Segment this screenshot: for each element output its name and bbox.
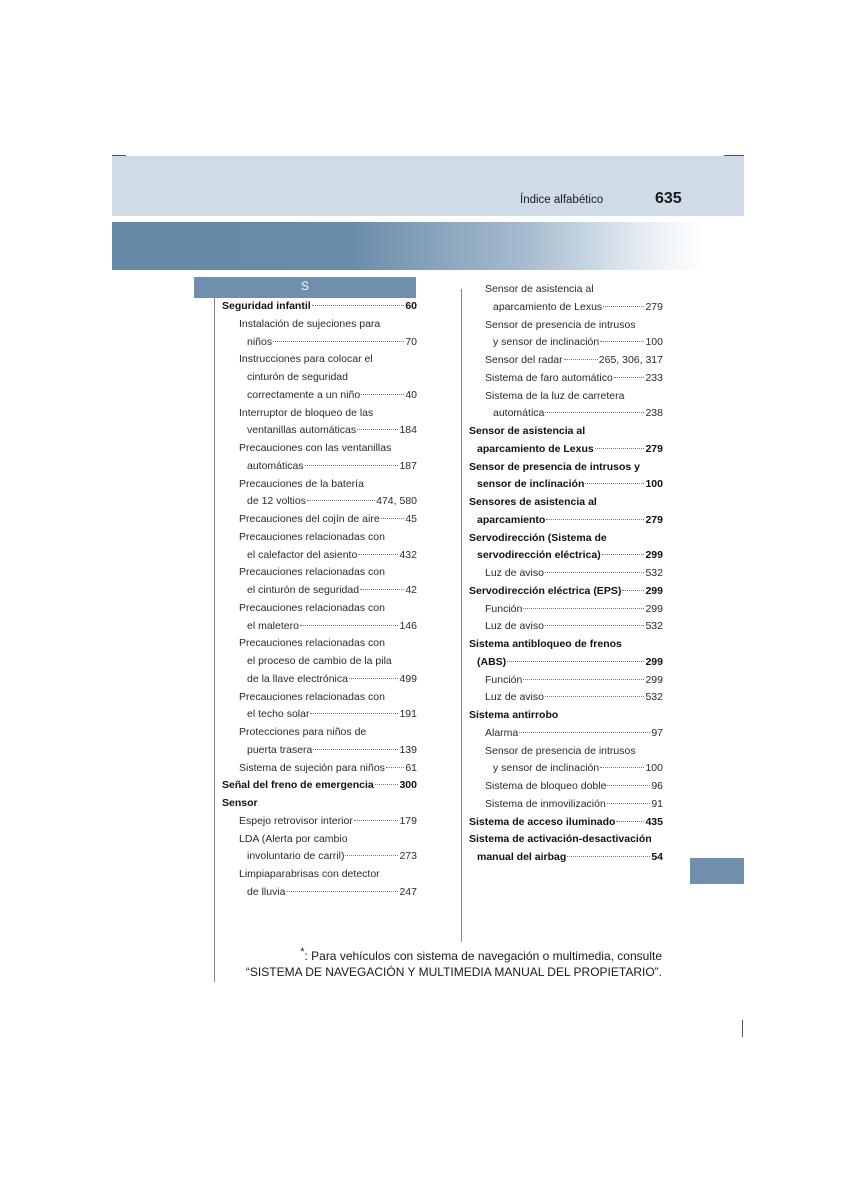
entry-page: 299: [645, 602, 663, 615]
index-entry: [247, 847, 417, 865]
entry-text: el cinturón de seguridad: [247, 584, 360, 596]
entry-text: el techo solar: [247, 708, 310, 721]
dot-leader: [381, 518, 405, 519]
index-entry: [247, 705, 417, 723]
entry-text: Precauciones relacionadas con: [239, 690, 385, 703]
gradient-band: [112, 222, 704, 270]
entry-page: 279: [645, 300, 663, 313]
dot-leader: [603, 306, 644, 307]
dot-leader: [523, 608, 644, 609]
dot-leader: [519, 732, 650, 733]
entry-text: el calefactor del asiento: [247, 548, 358, 561]
entry-text: Sensores de asistencia al: [469, 496, 597, 508]
index-entry: [239, 439, 391, 457]
entry-text: Sensor de presencia de intrusos: [485, 318, 636, 331]
entry-page: 499: [399, 672, 417, 685]
index-entry: [239, 759, 417, 777]
dot-leader: [349, 678, 398, 679]
dot-leader: [507, 661, 644, 662]
entry-text: Sistema de activación-desactivación: [469, 833, 652, 846]
index-entry: [477, 546, 663, 564]
entry-text: Luz de aviso: [485, 691, 544, 704]
entry-text: ventanillas automáticas: [247, 424, 357, 437]
entry-text: (ABS): [477, 655, 507, 668]
entry-text: involuntario de carril): [247, 850, 345, 863]
entry-text: aparcamiento de Lexus: [477, 442, 594, 455]
dot-leader: [585, 483, 644, 484]
index-entry: [485, 351, 663, 369]
dot-leader: [361, 394, 404, 395]
dot-leader: [313, 749, 398, 750]
index-entry: [477, 440, 663, 458]
index-entry: [222, 776, 417, 794]
index-entry: [469, 422, 585, 440]
entry-text: el maletero: [247, 619, 299, 632]
entry-text: Precauciones relacionadas con: [239, 637, 385, 650]
entry-text: Sensor de presencia de intrusos: [485, 744, 636, 757]
entry-text: niños: [247, 335, 273, 348]
index-entry: [469, 458, 640, 476]
index-entry: [239, 599, 385, 617]
entry-text: de lluvia: [247, 885, 286, 898]
entry-page: 299: [645, 673, 663, 686]
index-entry: [485, 777, 663, 795]
entry-text: automática: [493, 407, 545, 420]
dot-leader: [310, 713, 398, 714]
entry-page: 70: [405, 335, 417, 348]
dot-leader: [360, 589, 404, 590]
entry-page: 238: [645, 407, 663, 420]
index-entry: [247, 670, 417, 688]
entry-text: manual del airbag: [477, 851, 567, 863]
index-entry: [485, 671, 663, 689]
entry-text: de la llave electrónica: [247, 672, 348, 685]
index-entry: [239, 812, 417, 830]
dot-leader: [287, 891, 399, 892]
index-entry: [485, 617, 663, 635]
footnote-marker: *: [300, 946, 305, 958]
entry-text: Sensor de asistencia al: [485, 283, 594, 295]
dot-leader: [386, 767, 404, 768]
entry-text: Sistema de la luz de carretera: [485, 389, 625, 402]
index-entry: [247, 368, 348, 386]
dot-leader: [273, 341, 404, 342]
entry-page: 233: [645, 371, 663, 384]
dot-leader: [357, 429, 398, 430]
entry-text: Precauciones del cojín de aire: [239, 513, 380, 525]
dot-leader: [300, 625, 399, 626]
index-entry: [239, 510, 417, 528]
entry-page: 279: [645, 513, 663, 526]
entry-text: aparcamiento: [477, 513, 546, 526]
entry-text: Precauciones relacionadas con: [239, 601, 385, 614]
dot-leader: [600, 341, 644, 342]
entry-page: 432: [399, 548, 417, 561]
entry-text: Sensor del radar: [485, 354, 563, 366]
index-entry: [469, 635, 622, 653]
entry-page: 474, 580: [376, 495, 417, 508]
index-entry: [239, 315, 380, 333]
entry-text: Sistema de acceso iluminado: [469, 815, 616, 828]
index-entry: [493, 333, 663, 351]
entry-page: 273: [399, 850, 417, 863]
column-rule: [461, 289, 462, 942]
dot-leader: [600, 767, 644, 768]
index-entry: [469, 813, 663, 831]
entry-text: LDA (Alerta por cambio: [239, 832, 348, 845]
index-entry: [469, 706, 558, 724]
dot-leader: [616, 821, 644, 822]
index-entry: [485, 724, 663, 742]
entry-text: correctamente a un niño: [247, 388, 361, 401]
dot-leader: [545, 572, 645, 573]
index-entry: [485, 742, 636, 760]
entry-page: 45: [405, 513, 417, 525]
index-entry: [239, 830, 348, 848]
index-entry: [485, 369, 663, 387]
index-entry: [239, 723, 366, 741]
index-entry: [247, 617, 417, 635]
letter-heading: S: [194, 277, 416, 298]
entry-text: Sistema de sujeción para niños: [239, 761, 385, 774]
index-entry: [485, 316, 636, 334]
index-entry: [247, 492, 417, 510]
page-number: 635: [655, 190, 682, 207]
entry-page: 191: [399, 708, 417, 721]
entry-text: Sistema antirrobo: [469, 709, 559, 721]
index-entry: [493, 759, 663, 777]
entry-text: Sensor de asistencia al: [469, 425, 586, 437]
entry-text: Función: [485, 673, 523, 686]
entry-text: Instalación de sujeciones para: [239, 317, 381, 330]
index-entry: [239, 528, 385, 546]
entry-page: 299: [645, 584, 663, 597]
entry-text: Sistema de bloqueo doble: [485, 780, 607, 792]
entry-page: 146: [399, 619, 417, 632]
index-entry: [469, 830, 652, 848]
entry-text: Espejo retrovisor interior: [239, 814, 353, 827]
index-entry: [247, 883, 417, 901]
dot-leader: [567, 856, 650, 857]
section-title: Índice alfabético: [520, 194, 604, 206]
entry-text: Función: [485, 602, 523, 615]
index-entry: [239, 865, 380, 883]
index-entry: [493, 298, 663, 316]
entry-text: Interruptor de bloqueo de las: [239, 406, 374, 419]
entry-text: Sensor: [222, 797, 258, 809]
index-entry: [247, 386, 417, 404]
index-entry: [222, 297, 417, 315]
index-entry: [247, 581, 417, 599]
index-entry: [239, 688, 385, 706]
dot-leader: [614, 377, 645, 378]
dot-leader: [345, 855, 398, 856]
dot-leader: [358, 554, 398, 555]
header-band: [112, 156, 744, 216]
dot-leader: [545, 625, 645, 626]
dot-leader: [312, 305, 405, 306]
entry-page: 532: [645, 620, 663, 633]
dot-leader: [622, 590, 644, 591]
index-entry: [485, 795, 663, 813]
index-entry: [485, 564, 663, 582]
index-entry: [239, 350, 373, 368]
dot-leader: [523, 679, 644, 680]
entry-text: Servodirección (Sistema de: [469, 531, 607, 544]
index-entry: [485, 688, 663, 706]
entry-text: puerta trasera: [247, 743, 313, 756]
entry-page: 247: [399, 885, 417, 898]
entry-text: Alarma: [485, 726, 519, 739]
index-entry: [493, 404, 663, 422]
entry-text: Seguridad infantil: [222, 300, 311, 312]
entry-text: y sensor de inclinación: [493, 336, 600, 349]
index-entry: [469, 582, 663, 600]
chapter-tab: [690, 858, 744, 884]
entry-page: 61: [405, 761, 417, 774]
dot-leader: [564, 359, 598, 360]
entry-text: Sistema antibloqueo de frenos: [469, 638, 622, 650]
entry-page: 184: [399, 424, 417, 437]
entry-text: Servodirección eléctrica (EPS): [469, 584, 622, 597]
footnote: [232, 944, 662, 980]
entry-page: 299: [645, 655, 663, 668]
index-entry: [485, 280, 594, 298]
footnote-line-1: : Para vehículos con sistema de navegación o multimedia, consulte: [304, 949, 662, 963]
entry-text: Precauciones relacionadas con: [239, 566, 385, 579]
entry-text: Señal del freno de emergencia: [222, 779, 374, 792]
index-entry: [239, 475, 364, 493]
entry-page: 265, 306, 317: [598, 354, 663, 366]
entry-text: y sensor de inclinación: [493, 762, 600, 775]
entry-text: Protecciones para niños de: [239, 726, 367, 738]
entry-text: el proceso de cambio de la pila: [247, 655, 392, 667]
entry-page: 435: [645, 815, 663, 828]
entry-page: 139: [399, 743, 417, 756]
index-entry: [239, 563, 385, 581]
index-entry: [485, 600, 663, 618]
entry-page: 100: [645, 762, 663, 775]
index-entry: [247, 741, 417, 759]
entry-text: Sistema de faro automático: [485, 371, 613, 384]
dot-leader: [354, 820, 399, 821]
entry-text: cinturón de seguridad: [247, 371, 348, 383]
dot-leader: [305, 465, 399, 466]
dot-leader: [607, 803, 651, 804]
dot-leader: [307, 500, 375, 501]
entry-text: aparcamiento de Lexus: [493, 300, 603, 313]
entry-text: Precauciones relacionadas con: [239, 530, 385, 543]
dot-leader: [595, 448, 645, 449]
entry-page: 179: [399, 814, 417, 827]
entry-page: 40: [405, 388, 417, 401]
index-entry: [477, 653, 663, 671]
index-entry: [469, 529, 607, 547]
entry-page: 299: [645, 549, 663, 562]
entry-page: 187: [399, 459, 417, 472]
crop-mark: [742, 1020, 743, 1037]
entry-page: 100: [645, 478, 663, 491]
index-entry: [247, 421, 417, 439]
index-entry: [247, 457, 417, 475]
index-entry: [477, 511, 663, 529]
entry-page: 97: [651, 726, 663, 739]
entry-text: Sistema de inmovilización: [485, 797, 606, 810]
entry-text: Precauciones de la batería: [239, 477, 364, 490]
footnote-line-2: “SISTEMA DE NAVEGACIÓN Y MULTIMEDIA MANUAL DEL PROPIETARIO”.: [245, 965, 662, 979]
entry-text: sensor de inclinación: [477, 478, 585, 491]
entry-text: Limpiaparabrisas con detector: [239, 868, 380, 880]
entry-text: automáticas: [247, 459, 304, 472]
entry-page: 91: [651, 797, 663, 810]
entry-page: 300: [399, 779, 417, 792]
dot-leader: [545, 696, 645, 697]
entry-page: 100: [645, 336, 663, 349]
index-entry: [477, 848, 663, 866]
entry-text: Sensor de presencia de intrusos y: [469, 460, 640, 473]
entry-text: servodirección eléctrica): [477, 549, 601, 562]
entry-page: 532: [645, 691, 663, 704]
entry-page: 60: [405, 300, 417, 312]
entry-page: 96: [651, 780, 663, 792]
column-rule: [214, 298, 215, 982]
index-entry: [247, 652, 392, 670]
dot-leader: [607, 785, 650, 786]
entry-text: de 12 voltios: [247, 495, 306, 508]
dot-leader: [546, 519, 644, 520]
dot-leader: [545, 412, 644, 413]
index-entry: [222, 794, 258, 812]
index-entry: [485, 387, 624, 405]
entry-page: 279: [645, 442, 663, 455]
index-entry: [239, 634, 385, 652]
entry-page: 54: [651, 851, 663, 863]
entry-page: 532: [645, 567, 663, 579]
index-entry: [247, 546, 417, 564]
index-entry: [477, 475, 663, 493]
index-entry: [469, 493, 597, 511]
dot-leader: [602, 554, 645, 555]
entry-text: Luz de aviso: [485, 620, 544, 633]
entry-text: Luz de aviso: [485, 567, 544, 579]
dot-leader: [375, 784, 399, 785]
index-entry: [247, 333, 417, 351]
entry-page: 42: [405, 584, 417, 596]
index-entry: [239, 404, 373, 422]
entry-text: Precauciones con las ventanillas: [239, 442, 392, 454]
entry-text: Instrucciones para colocar el: [239, 353, 373, 366]
